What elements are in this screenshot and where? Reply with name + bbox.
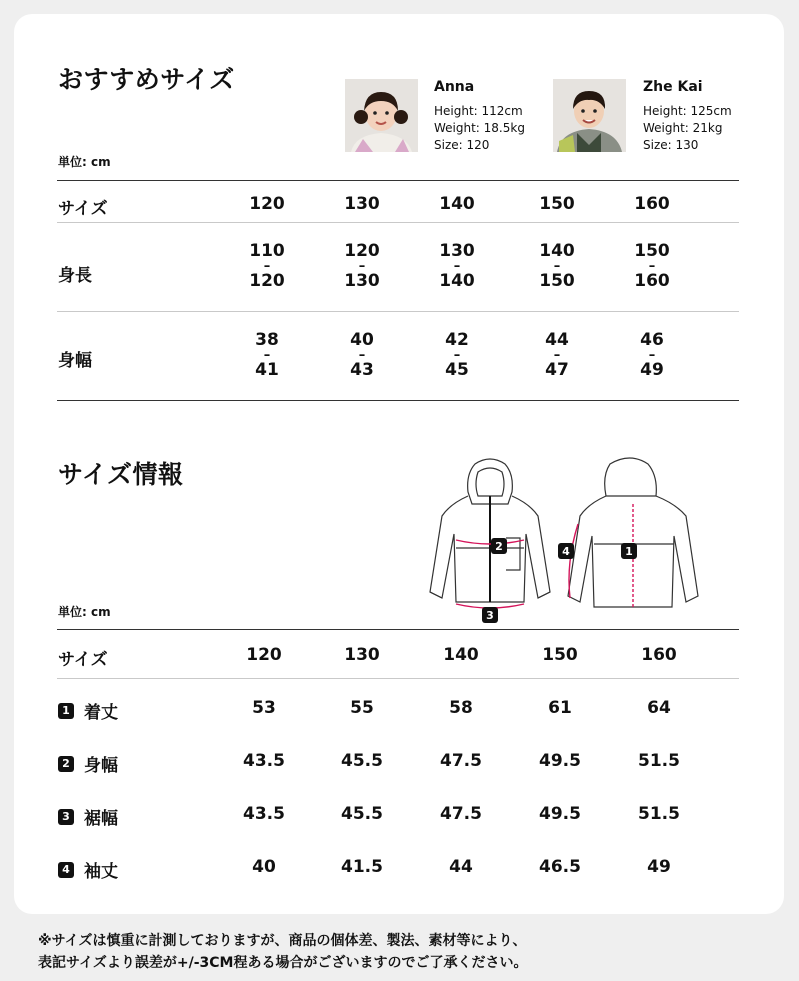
- value-cell: 45.5: [341, 751, 383, 771]
- range-cell: 44 – 47: [545, 330, 569, 380]
- model-size: Size: 120: [434, 138, 490, 152]
- value-cell: 46.5: [539, 857, 581, 877]
- range-cell: 130 – 140: [439, 241, 475, 291]
- size-header: 150: [542, 645, 578, 665]
- value-cell: 44: [449, 857, 473, 877]
- range-cell: 150 – 160: [634, 241, 670, 291]
- footer-line: ※サイズは慎重に計測しておりますが、商品の個体差、製法、素材等により、: [38, 933, 527, 949]
- size-info-unit-label: 単位: cm: [58, 605, 111, 619]
- range-cell: 42 – 45: [445, 330, 469, 380]
- size-header: 120: [246, 645, 282, 665]
- model-weight: Weight: 21kg: [643, 121, 723, 135]
- size-header: 140: [439, 194, 475, 214]
- model-name: Anna: [434, 79, 475, 95]
- measure-number-badge: 4: [58, 862, 74, 878]
- model-size: Size: 130: [643, 138, 699, 152]
- table-rule: [57, 222, 739, 223]
- value-cell: 43.5: [243, 751, 285, 771]
- size-header: 160: [634, 194, 670, 214]
- measure-badges: [482, 538, 637, 623]
- value-cell: 55: [350, 698, 374, 718]
- size-header: 130: [344, 645, 380, 665]
- size-header: 150: [539, 194, 575, 214]
- model-photo-zhe-kai: [553, 79, 626, 152]
- range-cell: 140 – 150: [539, 241, 575, 291]
- range-cell: 110 – 120: [249, 241, 285, 291]
- svg-text:2: 2: [495, 540, 503, 553]
- measure-row-label: 3 裾幅: [58, 804, 118, 829]
- size-header: 130: [344, 194, 380, 214]
- size-header: 120: [249, 194, 285, 214]
- size-header-label: サイズ: [58, 650, 108, 670]
- model-height: Height: 112cm: [434, 104, 523, 118]
- size-info-title: サイズ情報: [58, 460, 184, 489]
- table-rule: [57, 400, 739, 401]
- measure-number-badge: 2: [58, 756, 74, 772]
- recommended-size-title: おすすめサイズ: [58, 65, 235, 94]
- value-cell: 47.5: [440, 751, 482, 771]
- range-cell: 120 – 130: [344, 241, 380, 291]
- row-label-width: 身幅: [58, 351, 92, 371]
- measure-row-label: 2 身幅: [58, 751, 118, 776]
- footer-line: 表記サイズより誤差が+/-3CM程ある場合がございますのでご了承ください。: [38, 955, 528, 971]
- table-rule: [57, 180, 739, 181]
- jacket-measurement-diagram: [420, 452, 710, 627]
- svg-text:3: 3: [486, 609, 494, 622]
- value-cell: 41.5: [341, 857, 383, 877]
- boy-portrait-icon: [553, 79, 626, 152]
- value-cell: 45.5: [341, 804, 383, 824]
- value-cell: 51.5: [638, 804, 680, 824]
- svg-text:1: 1: [625, 545, 633, 558]
- value-cell: 49.5: [539, 804, 581, 824]
- value-cell: 51.5: [638, 751, 680, 771]
- size-header: 160: [641, 645, 677, 665]
- value-cell: 47.5: [440, 804, 482, 824]
- range-cell: 46 – 49: [640, 330, 664, 380]
- recommended-unit-label: 単位: cm: [58, 155, 111, 169]
- value-cell: 53: [252, 698, 276, 718]
- girl-portrait-icon: [345, 79, 418, 152]
- value-cell: 61: [548, 698, 572, 718]
- table-rule: [57, 629, 739, 630]
- table-rule: [57, 678, 739, 679]
- model-height: Height: 125cm: [643, 104, 732, 118]
- measure-number-badge: 3: [58, 809, 74, 825]
- value-cell: 40: [252, 857, 276, 877]
- measure-row-label: 4 袖丈: [58, 857, 118, 882]
- model-weight: Weight: 18.5kg: [434, 121, 525, 135]
- size-header: 140: [443, 645, 479, 665]
- value-cell: 58: [449, 698, 473, 718]
- value-cell: 64: [647, 698, 671, 718]
- row-label-height: 身長: [58, 266, 92, 286]
- svg-text:4: 4: [562, 545, 570, 558]
- measure-row-label: 1 着丈: [58, 698, 118, 723]
- range-cell: 40 – 43: [350, 330, 374, 380]
- range-cell: 38 – 41: [255, 330, 279, 380]
- measure-number-badge: 1: [58, 703, 74, 719]
- model-name: Zhe Kai: [643, 79, 703, 95]
- value-cell: 43.5: [243, 804, 285, 824]
- footer-note: [38, 930, 527, 974]
- model-photo-anna: [345, 79, 418, 152]
- model-info: [643, 103, 732, 154]
- table-rule: [57, 311, 739, 312]
- size-header-label: サイズ: [58, 199, 108, 219]
- value-cell: 49: [647, 857, 671, 877]
- value-cell: 49.5: [539, 751, 581, 771]
- model-info: [434, 103, 525, 154]
